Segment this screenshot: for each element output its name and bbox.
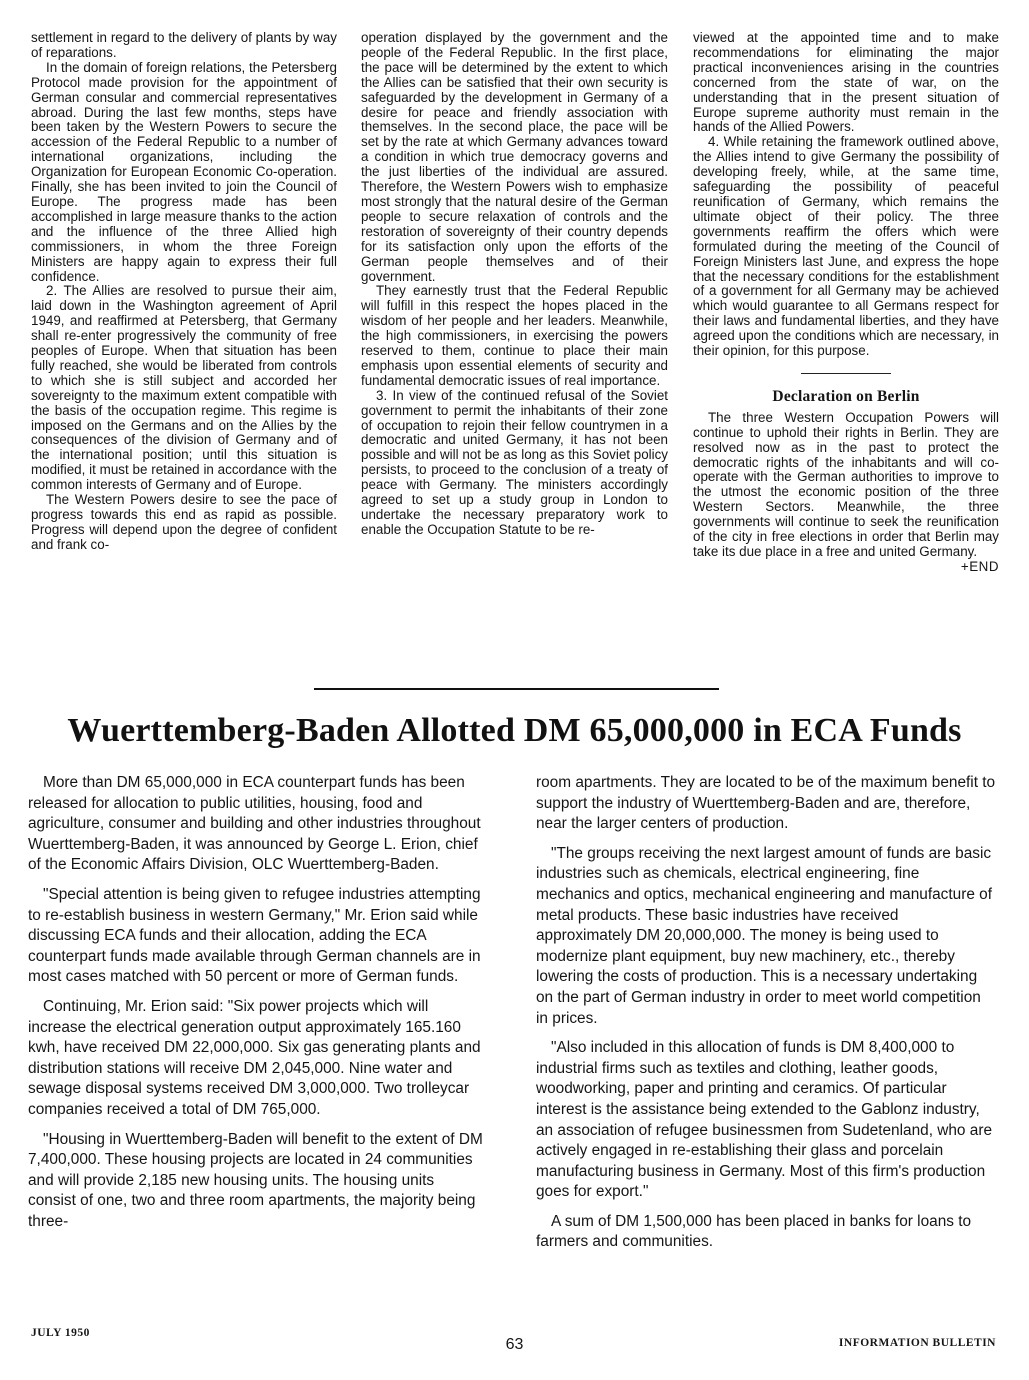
top-column-3-paragraphs: [693, 31, 999, 359]
article-column-1-paragraph: "Special attention is being given to refugee industries attempting to re-establish business in western Germany," Mr. Erion said while discussing ECA funds and their allocation, adding the ECA counterpart funds made available through German channels are in most cases matched with 50 percent or more of German funds.: [28, 885, 481, 986]
footer-publication: INFORMATION BULLETIN: [838, 1337, 996, 1349]
top-column-1-paragraph: 2. The Allies are resolved to pursue their aim, laid down in the Washington agreement of April 1949, and reaffirmed at Petersberg, that Germany shall re-enter progressively the community of free peoples of Europe. When that situation has been fully reached, she would be liberated from controls to which she is still subject and accorded her sovereignty to the maximum extent compatible with the basis of the occupation regime. This regime is imposed on the Germans and on the Allies by the consequences of the division of Germany and of the international position; until this situation is modified, it must be retained in accordance with the common interests of Germany and of Europe.: [31, 283, 337, 493]
top-column-1-paragraph: In the domain of foreign relations, the Petersberg Protocol made provision for the appointment of German consular and commercial representatives abroad. During the last few months, steps have been taken by the Western Powers to secure the accession of the Federal Republic to a number of international organizations, including the Organization for European Economic Co-operation. Finally, she has been invited to join the Council of Europe. The progress made has been accomplished in large measure thanks to the action and the influence of the three Allied high commissioners, in whom the three Foreign Ministers are happy again to express their full confidence.: [31, 59, 337, 284]
berlin-declaration-text: The three Western Occupation Powers will continue to uphold their rights in Berlin. They are resolved now as in the past to protect the democratic rights of the inhabitants and will co-operate with the German authorities to improve to the utmost the economic position of the three Western Sectors. Meanwhile, the three governments will continue to seek the reunification of the city in free elections in order that Berlin may take its due place in a free and united Germany. +END: [693, 409, 999, 574]
article-column-1: [28, 773, 486, 1241]
article-separator-rule: [314, 688, 719, 690]
article-column-2-paragraph: "Also included in this allocation of funds is DM 8,400,000 to industrial firms such as textiles and clothing, leather goods, woodworking, paper and printing and ceramics. Of particular interest is the assistance being extended to the Gablonz industry, an association of refugee businessmen from Sudetenland, who are actively engaged in re-establishing their glass and porcelain manufacturing business in Germany. Most of this firm's production goes for export.": [536, 1039, 993, 1201]
article-column-2-paragraph: A sum of DM 1,500,000 has been placed in banks for loans to farmers and communities.: [536, 1212, 972, 1251]
top-column-1-paragraph: settlement in regard to the delivery of plants by way of reparations.: [31, 30, 337, 60]
article-column-2-paragraph: "The groups receiving the next largest amount of funds are basic industries such as chemicals, electrical engineering, fine mechanics and optics, mechanical engineering and manufacture of metal products. These basic industries have received approximately DM 20,000,000. The money is being used to modernize plant equipment, buy new machinery, etc., thereby lowering the costs of production. This is a necessary undertaking on the part of German industry in order to meet world competition in prices.: [536, 844, 993, 1027]
article-column-2: [536, 773, 997, 1262]
top-column-2-paragraph: They earnestly trust that the Federal Republic will fulfill in this respect the hopes placed in the wisdom of her people and her leaders. Meanwhile, the high commissioners, in exercising the powers reserved to them, continue to place their main emphasis upon essential elements of security and fundamental democratic issues of real importance.: [361, 283, 668, 388]
page-number: 63: [505, 1336, 524, 1353]
article-column-2-paragraph: room apartments. They are located to be of the maximum benefit to support the industry of Wuerttemberg-Baden and are, therefore, near the larger centers of production.: [536, 774, 996, 833]
top-column-2-paragraph: 3. In view of the continued refusal of the Soviet government to permit the inhabitants of their zone of occupation to rejoin their fellow countrymen in a democratic and united Germany, it has not been possible and will not be as long as this Soviet policy persists, to proceed to the conclusion of a treaty of peace with Germany. The ministers accordingly agreed to set up a study group in London to undertake the necessary preparatory work to enable the Occupation Statute to be re-: [361, 387, 668, 537]
end-mark: +END: [960, 558, 999, 574]
berlin-declaration-heading: Declaration on Berlin: [772, 387, 920, 405]
top-column-1: [31, 31, 337, 553]
article-headline: Wuerttemberg-Baden Allotted DM 65,000,000 in ECA Funds: [67, 712, 962, 749]
top-column-2: [361, 31, 668, 538]
top-column-3: [693, 31, 999, 575]
article-column-1-paragraph: "Housing in Wuerttemberg-Baden will benefit to the extent of DM 7,400,000. These housing projects are located in 24 communities and will provide 2,185 new housing units. The housing units consist of one, two and three room apartments, the majority being three-: [28, 1130, 483, 1230]
top-column-3-paragraph: 4. While retaining the framework outlined above, the Allies intend to give Germany the possibility of developing freely, while, at the same time, safeguarding the possibility of peaceful reunification of Germany, which remains the ultimate object of their policy. The three governments reaffirm the offers which were formulated during the meeting of the Council of Foreign Ministers last June, and express the hope that the necessary conditions for the establishment of a government for all Germany may be achieved which would guarantee to all Germans respect for their laws and fundamental liberties, and they have agreed upon the conditions which are necessary, in their opinion, for this purpose.: [693, 134, 999, 359]
top-column-3-paragraph: viewed at the appointed time and to make recommendations for eliminating the major practical inconveniences arising in the countries concerned from the state of war, on the understanding that in the present situation of Europe supreme authority must remain in the hands of the Allied Powers.: [693, 30, 999, 135]
top-column-2-paragraph: operation displayed by the government and the people of the Federal Republic. In the first place, the pace will be determined by the extent to which the Allies can be satisfied that their own security is safeguarded by the development in Germany of a desire for peace and friendly association with themselves. In the second place, the pace will be set by the rate at which Germany advances toward a condition in which true democracy governs and the just liberties of the individual are assured. Therefore, the Western Powers wish to emphasize most strongly that the natural desire of the German people to secure relaxation of controls and the restoration of sovereignty of their country depends for its satisfaction only upon the efforts of the German people themselves and of their government.: [361, 30, 668, 284]
article-column-1-paragraph: Continuing, Mr. Erion said: "Six power projects which will increase the electrical generation output approximately 165.160 kwh, have received DM 22,000,000. Six gas generating plants and distribution stations will receive DM 2,045,000. Nine water and sewage disposal systems received DM 3,000,000. Two trolleycar companies received a total of DM 765,000.: [28, 997, 481, 1118]
top-column-1-paragraph: The Western Powers desire to see the pace of progress towards this end as rapid as possible. Progress will depend upon the degree of confident and frank co-: [31, 492, 337, 552]
article-column-1-paragraph: More than DM 65,000,000 in ECA counterpart funds has been released for allocation to public utilities, housing, food and agriculture, consumer and building and other industries throughout Wuerttemberg-Baden, it was announced by George L. Erion, chief of the Economic Affairs Division, OLC Wuerttemberg-Baden.: [28, 774, 481, 874]
footer-date: JULY 1950: [31, 1327, 90, 1339]
section-divider: [801, 373, 891, 374]
